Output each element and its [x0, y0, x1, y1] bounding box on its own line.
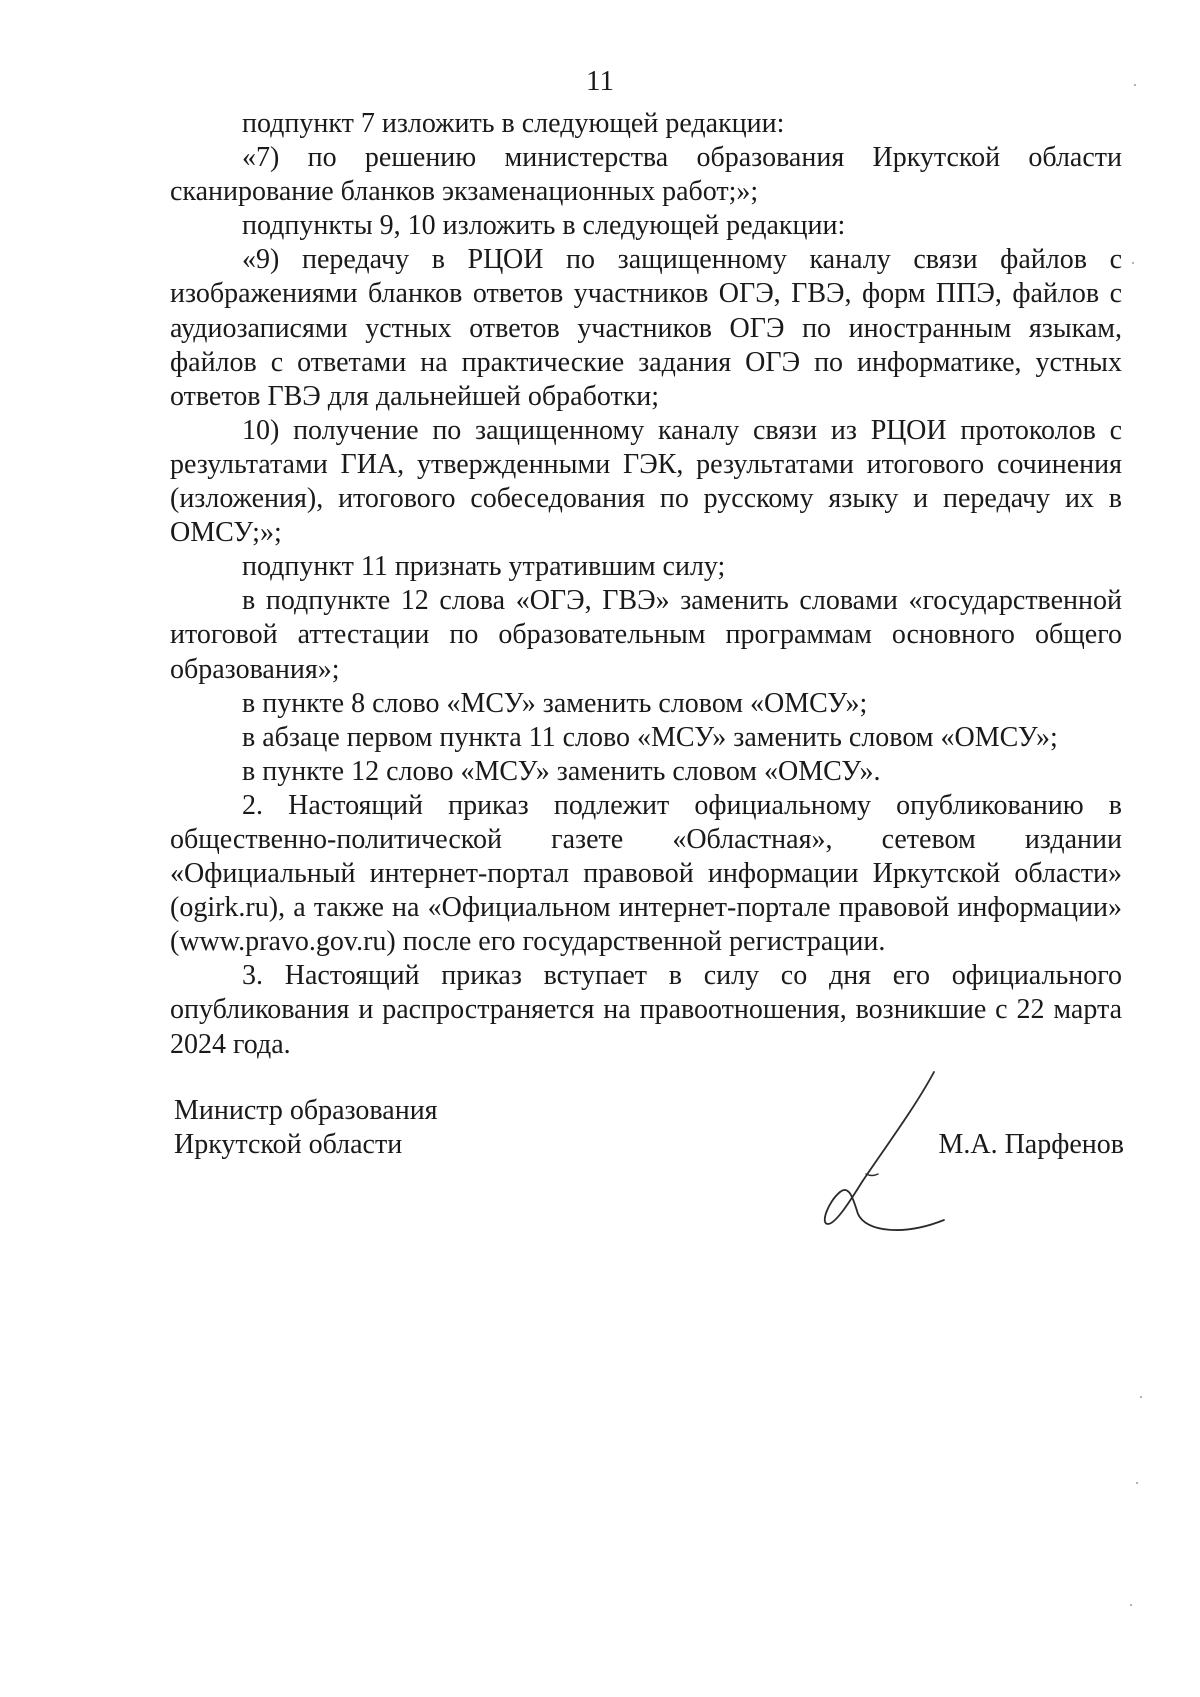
paragraph-11: 2. Настоящий приказ подлежит официальному опубликованию в общественно-политической газете «Областная», сетевом издании «Официальный интернет-портал правовой информации Иркутской области» (ogirk.ru), а также на «Официальном интернет-портале правовой информации» (www.pravo.gov.ru) после его государственной регистрации.: [170, 789, 1122, 958]
signer-title-line-2: Иркутской области: [174, 1129, 403, 1160]
signer-title-line-1: Министр образования: [174, 1095, 438, 1126]
paragraph-4: «9) передачу в РЦОИ по защищенному каналу связи файлов с изображениями бланков ответов участников ОГЭ, ГВЭ, форм ППЭ, файлов с аудиозаписями устных ответов участников ОГЭ по иностранным языкам, файлов с ответами на практические задания ОГЭ по информатике, устных ответов ГВЭ для дальнейшей обработки;: [170, 244, 1122, 412]
scan-speck: [1136, 1482, 1138, 1484]
scan-speck: [1140, 1396, 1142, 1398]
paragraph-5: 10) получение по защищенному каналу связи из РЦОИ протоколов с результатами ГИА, утвержденными ГЭК, результатами итогового сочинения (изложения), итогового собеседования по русскому языку и передачу их в ОМСУ;»;: [170, 414, 1122, 549]
paragraph-12: 3. Настоящий приказ вступает в силу со дня его официального опубликования и распространяется на правоотношения, возникшие с 22 марта 2024 года.: [170, 960, 1122, 1060]
paragraph-9: в абзаце первом пункта 11 слово «МСУ» заменить словом «ОМСУ»;: [242, 721, 1058, 753]
scan-speck: [1132, 262, 1134, 264]
paragraph-7: в подпункте 12 слова «ОГЭ, ГВЭ» заменить словами «государственной итоговой аттестации по образовательным программам основного общего образования»;: [170, 585, 1122, 685]
scan-speck: [1134, 84, 1136, 86]
paragraph-6: подпункт 11 признать утратившим силу;: [242, 551, 726, 583]
paragraph-2: «7) по решению министерства образования Иркутской области сканирование бланков экзаменационных работ;»;: [170, 142, 1122, 208]
paragraph-8: в пункте 8 слово «МСУ» заменить словом «ОМСУ»;: [242, 687, 868, 719]
scan-speck: [1130, 1604, 1132, 1606]
paragraph-10: в пункте 12 слово «МСУ» заменить словом «ОМСУ».: [242, 755, 881, 787]
page-number: 11: [586, 65, 614, 97]
paragraph-3: подпункты 9, 10 изложить в следующей редакции:: [242, 210, 846, 242]
signer-name: М.А. Парфенов: [938, 1129, 1124, 1160]
document-body: [170, 107, 1122, 1062]
paragraph-1: подпункт 7 изложить в следующей редакции:: [242, 108, 785, 139]
signature-block: [174, 1094, 1124, 1234]
